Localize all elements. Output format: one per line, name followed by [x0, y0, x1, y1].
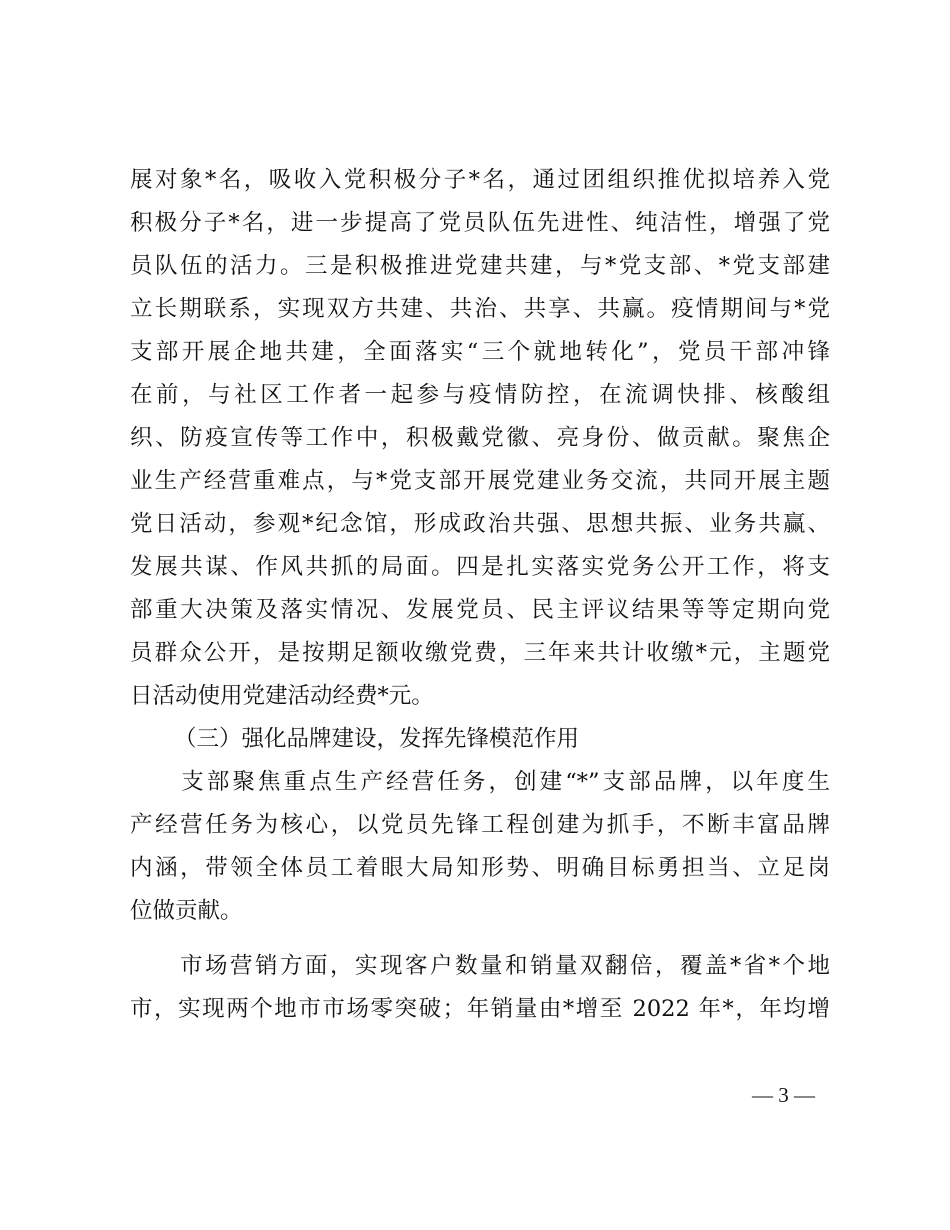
text-line: 党日活动，参观*纪念馆，形成政治共强、思想共振、业务共赢、 [130, 511, 830, 537]
text-line: 位做贡献。 [130, 898, 243, 924]
page-number: — 3 — [752, 1083, 815, 1107]
text-line: 积极分子*名，进一步提高了党员队伍先进性、纯洁性，增强了党 [130, 210, 830, 236]
text-line: 产经营任务为核心，以党员先锋工程创建为抓手，不断丰富品牌 [130, 812, 830, 838]
text-line: 在前，与社区工作者一起参与疫情防控，在流调快排、核酸组 [130, 382, 830, 408]
text-line: 日活动使用党建活动经费*元。 [130, 683, 434, 709]
text-line: 市，实现两个地市市场零突破；年销量由*增至 2022 年*，年均增 [130, 996, 830, 1022]
body-text [130, 159, 830, 1031]
text-line: 业生产经营重难点，与*党支部开展党建业务交流，共同开展主题 [130, 468, 830, 494]
text-line: 织、防疫宣传等工作中，积极戴党徽、亮身份、做贡献。聚焦企 [130, 425, 830, 451]
text-line: 支部聚焦重点生产经营任务，创建“*”支部品牌，以年度生 [130, 769, 830, 795]
text-line: 立长期联系，实现双方共建、共治、共享、共赢。疫情期间与*党 [130, 296, 830, 322]
text-line: 员队伍的活力。三是积极推进党建共建，与*党支部、*党支部建 [130, 253, 830, 279]
paragraph-spacer [130, 933, 830, 945]
text-line: 内涵，带领全体员工着眼大局知形势、明确目标勇担当、立足岗 [130, 855, 830, 881]
text-line: 部重大决策及落实情况、发展党员、民主评议结果等等定期向党 [130, 597, 830, 623]
text-line: 市场营销方面，实现客户数量和销量双翻倍，覆盖*省*个地 [130, 953, 830, 979]
text-line: 展对象*名，吸收入党积极分子*名，通过团组织推优拟培养入党 [130, 167, 830, 193]
text-line: 员群众公开，是按期足额收缴党费，三年来共计收缴*元，主题党 [130, 640, 830, 666]
text-line: 支部开展企地共建，全面落实“三个就地转化”，党员干部冲锋 [130, 339, 830, 365]
text-line: 发展共谋、作风共抓的局面。四是扎实落实党务公开工作，将支 [130, 554, 830, 580]
section-heading: （三）强化品牌建设，发挥先锋模范作用 [174, 726, 580, 752]
